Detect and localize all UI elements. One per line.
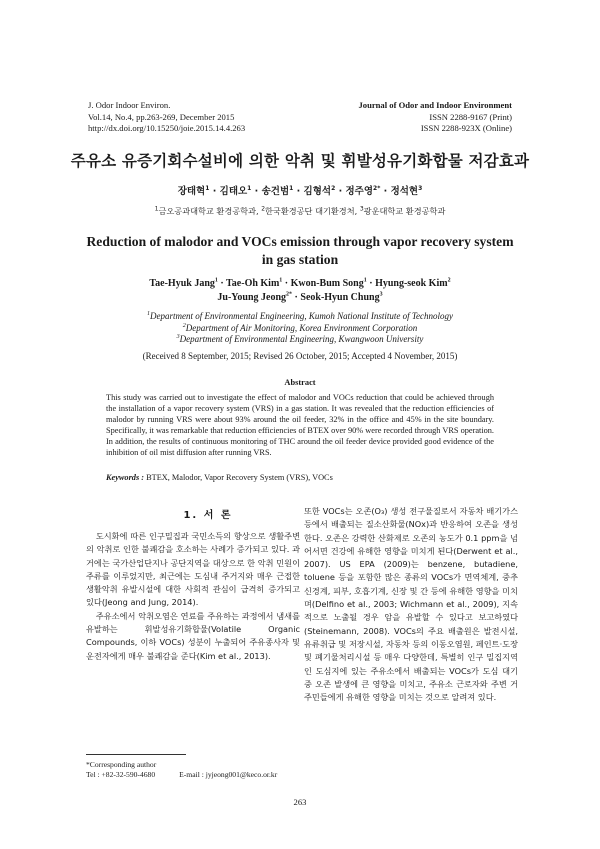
english-title-line: Reduction of malodor and VOCs emission through vapor recovery system [86,234,514,249]
affiliation: Department of Air Monitoring, Korea Environment Corporation [185,322,418,333]
affil-sup: 3 [359,205,364,213]
author-name: Tae-Oh Kim [226,278,280,289]
affil-sup: 1 [146,311,150,317]
section-heading-introduction: 1. 서 론 [183,510,233,521]
affiliation: Department of Environmental Engineering, Kumoh National Institute of Technology [149,311,454,321]
english-title [60,233,540,269]
footnote [86,760,277,780]
body-paragraph: 도시화에 따른 인구밀집과 국민소득의 향상으로 생활주변의 악취로 인한 불쾌감을 호소하는 사례가 증가되고 있다. 과거에는 국가산업단지나 공단지역을 대상으로 한 악취 민원이 주류를 이루었지만, 최근에는 도심내 주거지와 매우 근접한 생활악취 유발시설에 대한 사회적 관심이 급격히 증가되고 있다(Jeong and Jung, 2014). [86,531,300,608]
author-sup: 2* [286,291,293,298]
received-dates: (Received 8 September, 2015; Revised 26 October, 2015; Accepted 4 November, 2015) [142,351,458,361]
author-name: Kwon-Bum Song [290,278,364,289]
author-sup: 1 [289,184,294,192]
footnote-divider [86,754,186,755]
issn-online: ISSN 2288-923X (Online) [420,123,512,133]
affil-sup: 1 [154,205,159,213]
affiliation: Department of Environmental Engineering, Kwangwoon University [179,334,424,344]
author-name: 장태혁 [177,186,206,197]
korean-affiliations [0,206,600,217]
affil-sup: 2 [261,205,266,213]
author-sup: 1 [363,277,367,284]
body-left-column [86,530,300,663]
author-name: 정주영 [345,186,374,197]
author-name: 김태오 [219,186,248,197]
keywords-list: BTEX, Malodor, Vapor Recovery System (VRS), VOCs [144,473,333,482]
affiliation-line [60,323,540,335]
corresponding-author-label: *Corresponding author [86,760,157,769]
body-paragraph: 또한 VOCs는 오존(O₃) 생성 전구물질로서 자동차 배기가스 등에서 배출되는 질소산화물(NOx)과 반응하여 오존을 생성한다. 오존은 강력한 산화제로 오존의 농도가 0.1 ppm을 넘어서면 건강에 유해한 영향을 미치게 된다(Derwent et al., 2007). US EPA (2009)는 benzene, butadiene, toluene 등을 포함한 많은 종류의 VOCs가 면역체계, 중추신경계, 피부, 호흡기계, 신장 및 간 등에 유해한 영향을 미치며(Delfino et al., 2003; Wichmann et al., 2009), 지속적으로 노출될 경우 암을 유발할 수 있다고 보고하였다(Steinemann, 2008). VOCs의 주요 배출원은 발전시설, 유류취급 및 저장시설, 자동차 등의 이동오염원, 페인트·도장 및 폐기물처리시설 등 매우 다양한데, 특별히 인구 밀집지역인 도심지에 있는 주유소에서 배출되는 VOCs가 도심 대기 중 오존 발생에 큰 영향을 미치고, 주유소 근로자와 주변 거주민들에게 유해한 영향을 미치는 것으로 알려져 있다. [304,506,518,703]
author-sup: 2* [373,184,381,192]
author-sup: 3 [418,184,423,192]
author-sup: 1 [214,277,218,284]
affil-sup: 3 [176,334,180,340]
journal-short-name: J. Odor Indoor Environ. [88,100,171,110]
korean-title: 주유소 유증기회수설비에 의한 악취 및 휘발성유기화합물 저감효과 [70,152,530,170]
author-sup: 1 [279,277,283,284]
abstract-text: This study was carried out to investigate the effect of malodor and VOCs reduction that could be achieved through the installation of a vapor recovery system (VRS) in a gas station. It was revealed that the reduction efficiencies of malodor by running VRS were about 93% around the oil feeder, 32% in the office and 45% in the site boundary. Specifically, it was remarkable that reduction efficiencies of BTEX over 90% were recorded through VRS operation. In addition, the results of continuous monitoring of THC around the oil feeder device provided good evidence of the inhibition of oil mist diffusion after running VRS. [106,393,494,457]
author-name: 김형석 [303,186,332,197]
author-sup: 1 [247,184,252,192]
author-sup: 2 [331,184,336,192]
abstract-heading: Abstract [284,378,316,387]
author-name: Ju-Young Jeong [217,291,287,303]
contact-email[interactable]: E-mail : jyjeong001@keco.or.kr [179,770,278,779]
author-name: 정석현 [390,186,419,197]
affiliation-line [60,311,540,323]
korean-authors: 장태혁$^1$ · 김태오$^1$ · 송건범$^1$ · 김형석$^2$ · 정주영$^{2*}$ · 정석현$^3$ [177,184,423,197]
keywords [106,473,494,482]
affiliation: 금오공과대학교 환경공학과, [158,206,262,216]
english-title-line: in gas station [261,252,339,267]
english-authors [60,277,540,304]
author-name: Seok-Hyun Chung [300,291,380,303]
page-number: 263 [293,797,307,807]
body-right-column [304,505,518,704]
author-sup: 1 [205,184,210,192]
contact-tel: Tel : +82-32-590-4680 [86,770,156,779]
english-authors-line: Tae-Hyuk Jang$^1$ · Tae-Oh Kim$^1$ · Kwon-Bum Song$^1$ · Hyung-seok Kim$^2$ [149,277,451,289]
english-authors-line: Ju-Young Jeong$^{2*}$ · Seok-Hyun Chung$^3$ [217,291,383,303]
journal-full-name: Journal of Odor and Indoor Environment [358,100,512,110]
author-sup: 3 [379,291,383,298]
english-affiliations [60,311,540,346]
author-name: 송건범 [261,186,290,197]
author-name: Tae-Hyuk Jang [149,278,215,289]
running-header-right [358,100,512,135]
doi-link[interactable]: http://dx.doi.org/10.15250/joie.2015.14.4.263 [88,123,246,133]
author-sup: 2 [447,277,451,284]
running-header-left [88,100,245,135]
affiliation-line [60,334,540,346]
keywords-label: Keywords : [106,473,145,482]
affil-sup: 2 [182,322,186,329]
volume-info: Vol.14, No.4, pp.263-269, December 2015 [88,111,235,122]
affiliation: 한국환경공단 대기환경처, [265,206,360,216]
contact-line [86,770,277,780]
issn-print: ISSN 2288-9167 (Print) [429,111,512,122]
affiliation: 광운대학교 환경공학과 [363,206,446,216]
body-paragraph: 주유소에서 악취오염은 연료를 주유하는 과정에서 냄새를 유발하는 휘발성유기화합물(Volatile Organic Compounds, 이하 VOCs) 성분이 누출되어 주유종사자 및 운전자에게 매우 불쾌감을 준다(Kim et al., 2013). [86,610,300,661]
author-name: Hyung-seok Kim [375,278,448,289]
